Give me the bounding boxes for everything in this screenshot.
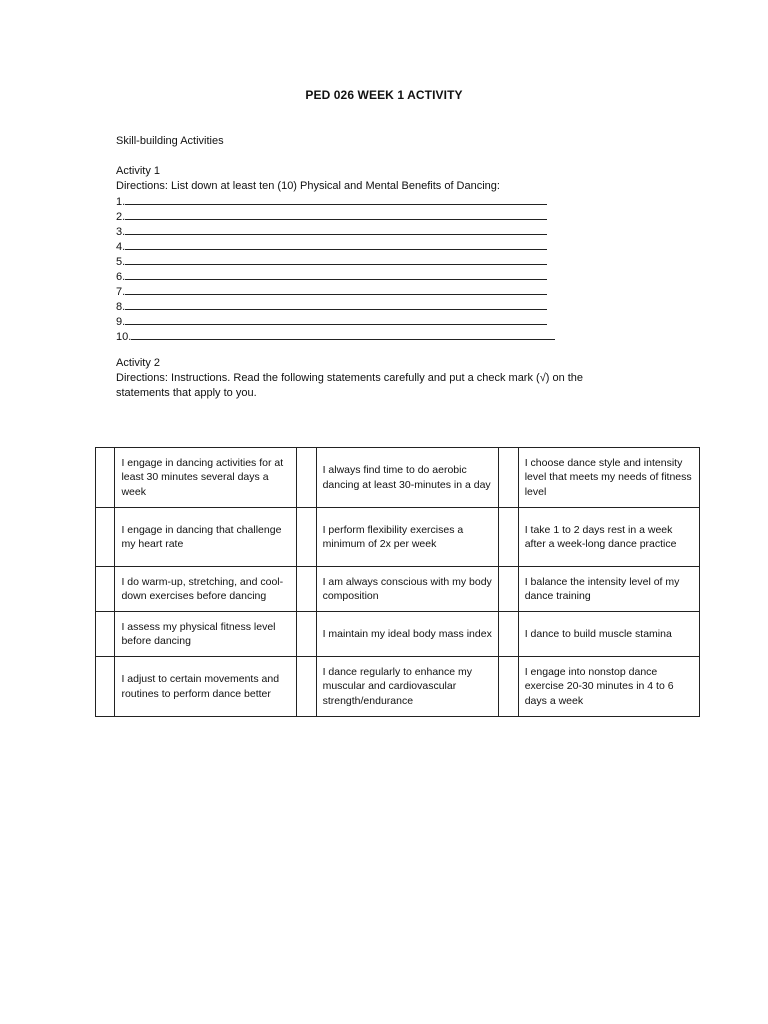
- statement-cell: I dance regularly to enhance my muscular and cardiovascular strength/endurance: [316, 657, 499, 717]
- statement-cell: I am always conscious with my body composition: [316, 567, 499, 612]
- answer-blank: [125, 194, 547, 205]
- statement-cell: I perform flexibility exercises a minimum of 2x per week: [316, 508, 499, 567]
- answer-blank: [125, 239, 547, 250]
- table-row: [96, 612, 700, 657]
- section-heading: Skill-building Activities: [116, 135, 224, 147]
- answer-line-6[interactable]: [116, 269, 547, 284]
- statement-cell: I maintain my ideal body mass index: [316, 612, 499, 657]
- check-box[interactable]: [96, 508, 115, 567]
- statement-cell: I engage in dancing that challenge my heart rate: [115, 508, 297, 567]
- answer-number: 1.: [116, 196, 126, 208]
- answer-number: 3.: [116, 226, 126, 238]
- table-row: [96, 508, 700, 567]
- answer-blank: [131, 329, 555, 340]
- answer-line-2[interactable]: [116, 209, 547, 224]
- statement-cell: I engage into nonstop dance exercise 20-30 minutes in 4 to 6 days a week: [518, 657, 699, 717]
- answer-number: 7.: [116, 286, 126, 298]
- answer-blank: [125, 284, 547, 295]
- check-box[interactable]: [297, 612, 316, 657]
- answer-blank: [125, 299, 547, 310]
- answer-line-3[interactable]: [116, 224, 547, 239]
- answer-number: 6.: [116, 271, 126, 283]
- answer-number: 8.: [116, 301, 126, 313]
- answer-number: 10.: [116, 331, 132, 343]
- answer-line-5[interactable]: [116, 254, 547, 269]
- answer-number: 9.: [116, 316, 126, 328]
- statement-cell: I dance to build muscle stamina: [518, 612, 699, 657]
- checklist-table: [95, 447, 700, 717]
- activity2-heading: Activity 2: [116, 357, 161, 369]
- check-box[interactable]: [297, 657, 316, 717]
- check-box[interactable]: [297, 448, 316, 508]
- answer-number: 5.: [116, 256, 126, 268]
- statement-cell: I do warm-up, stretching, and cool-down exercises before dancing: [115, 567, 297, 612]
- statement-cell: I engage in dancing activities for at least 30 minutes several days a week: [115, 448, 297, 508]
- statement-cell: I assess my physical fitness level before dancing: [115, 612, 297, 657]
- answer-line-7[interactable]: [116, 284, 547, 299]
- answer-blank: [125, 269, 547, 280]
- check-box[interactable]: [297, 508, 316, 567]
- answer-blank: [125, 209, 547, 220]
- check-box[interactable]: [499, 567, 518, 612]
- check-box[interactable]: [96, 612, 115, 657]
- answer-line-9[interactable]: [116, 314, 547, 329]
- answer-blank: [125, 224, 547, 235]
- page-title: PED 026 WEEK 1 ACTIVITY: [305, 88, 463, 102]
- table-row: [96, 657, 700, 717]
- check-box[interactable]: [499, 657, 518, 717]
- answer-number: 2.: [116, 211, 126, 223]
- check-box[interactable]: [499, 508, 518, 567]
- check-box[interactable]: [499, 448, 518, 508]
- statement-cell: I balance the intensity level of my dance training: [518, 567, 699, 612]
- check-box[interactable]: [297, 567, 316, 612]
- statement-cell: I always find time to do aerobic dancing at least 30-minutes in a day: [316, 448, 499, 508]
- answer-line-1[interactable]: [116, 194, 547, 209]
- statement-cell: I choose dance style and intensity level that meets my needs of fitness level: [518, 448, 699, 508]
- answer-line-10[interactable]: [116, 329, 555, 344]
- answer-blank: [125, 314, 547, 325]
- activity1-heading: Activity 1: [116, 165, 161, 177]
- check-box[interactable]: [499, 612, 518, 657]
- check-box[interactable]: [96, 657, 115, 717]
- answer-number: 4.: [116, 241, 126, 253]
- statement-cell: I adjust to certain movements and routines to perform dance better: [115, 657, 297, 717]
- table-row: [96, 567, 700, 612]
- table-row: [96, 448, 700, 508]
- activity1-directions: Directions: List down at least ten (10) Physical and Mental Benefits of Dancing:: [116, 180, 500, 192]
- check-box[interactable]: [96, 448, 115, 508]
- check-box[interactable]: [96, 567, 115, 612]
- answer-line-4[interactable]: [116, 239, 547, 254]
- answer-line-8[interactable]: [116, 299, 547, 314]
- activity2-directions: Directions: Instructions. Read the following statements carefully and put a check mark (√) on the statements that apply to you.: [116, 372, 584, 399]
- answer-blank: [125, 254, 547, 265]
- statement-cell: I take 1 to 2 days rest in a week after a week-long dance practice: [518, 508, 699, 567]
